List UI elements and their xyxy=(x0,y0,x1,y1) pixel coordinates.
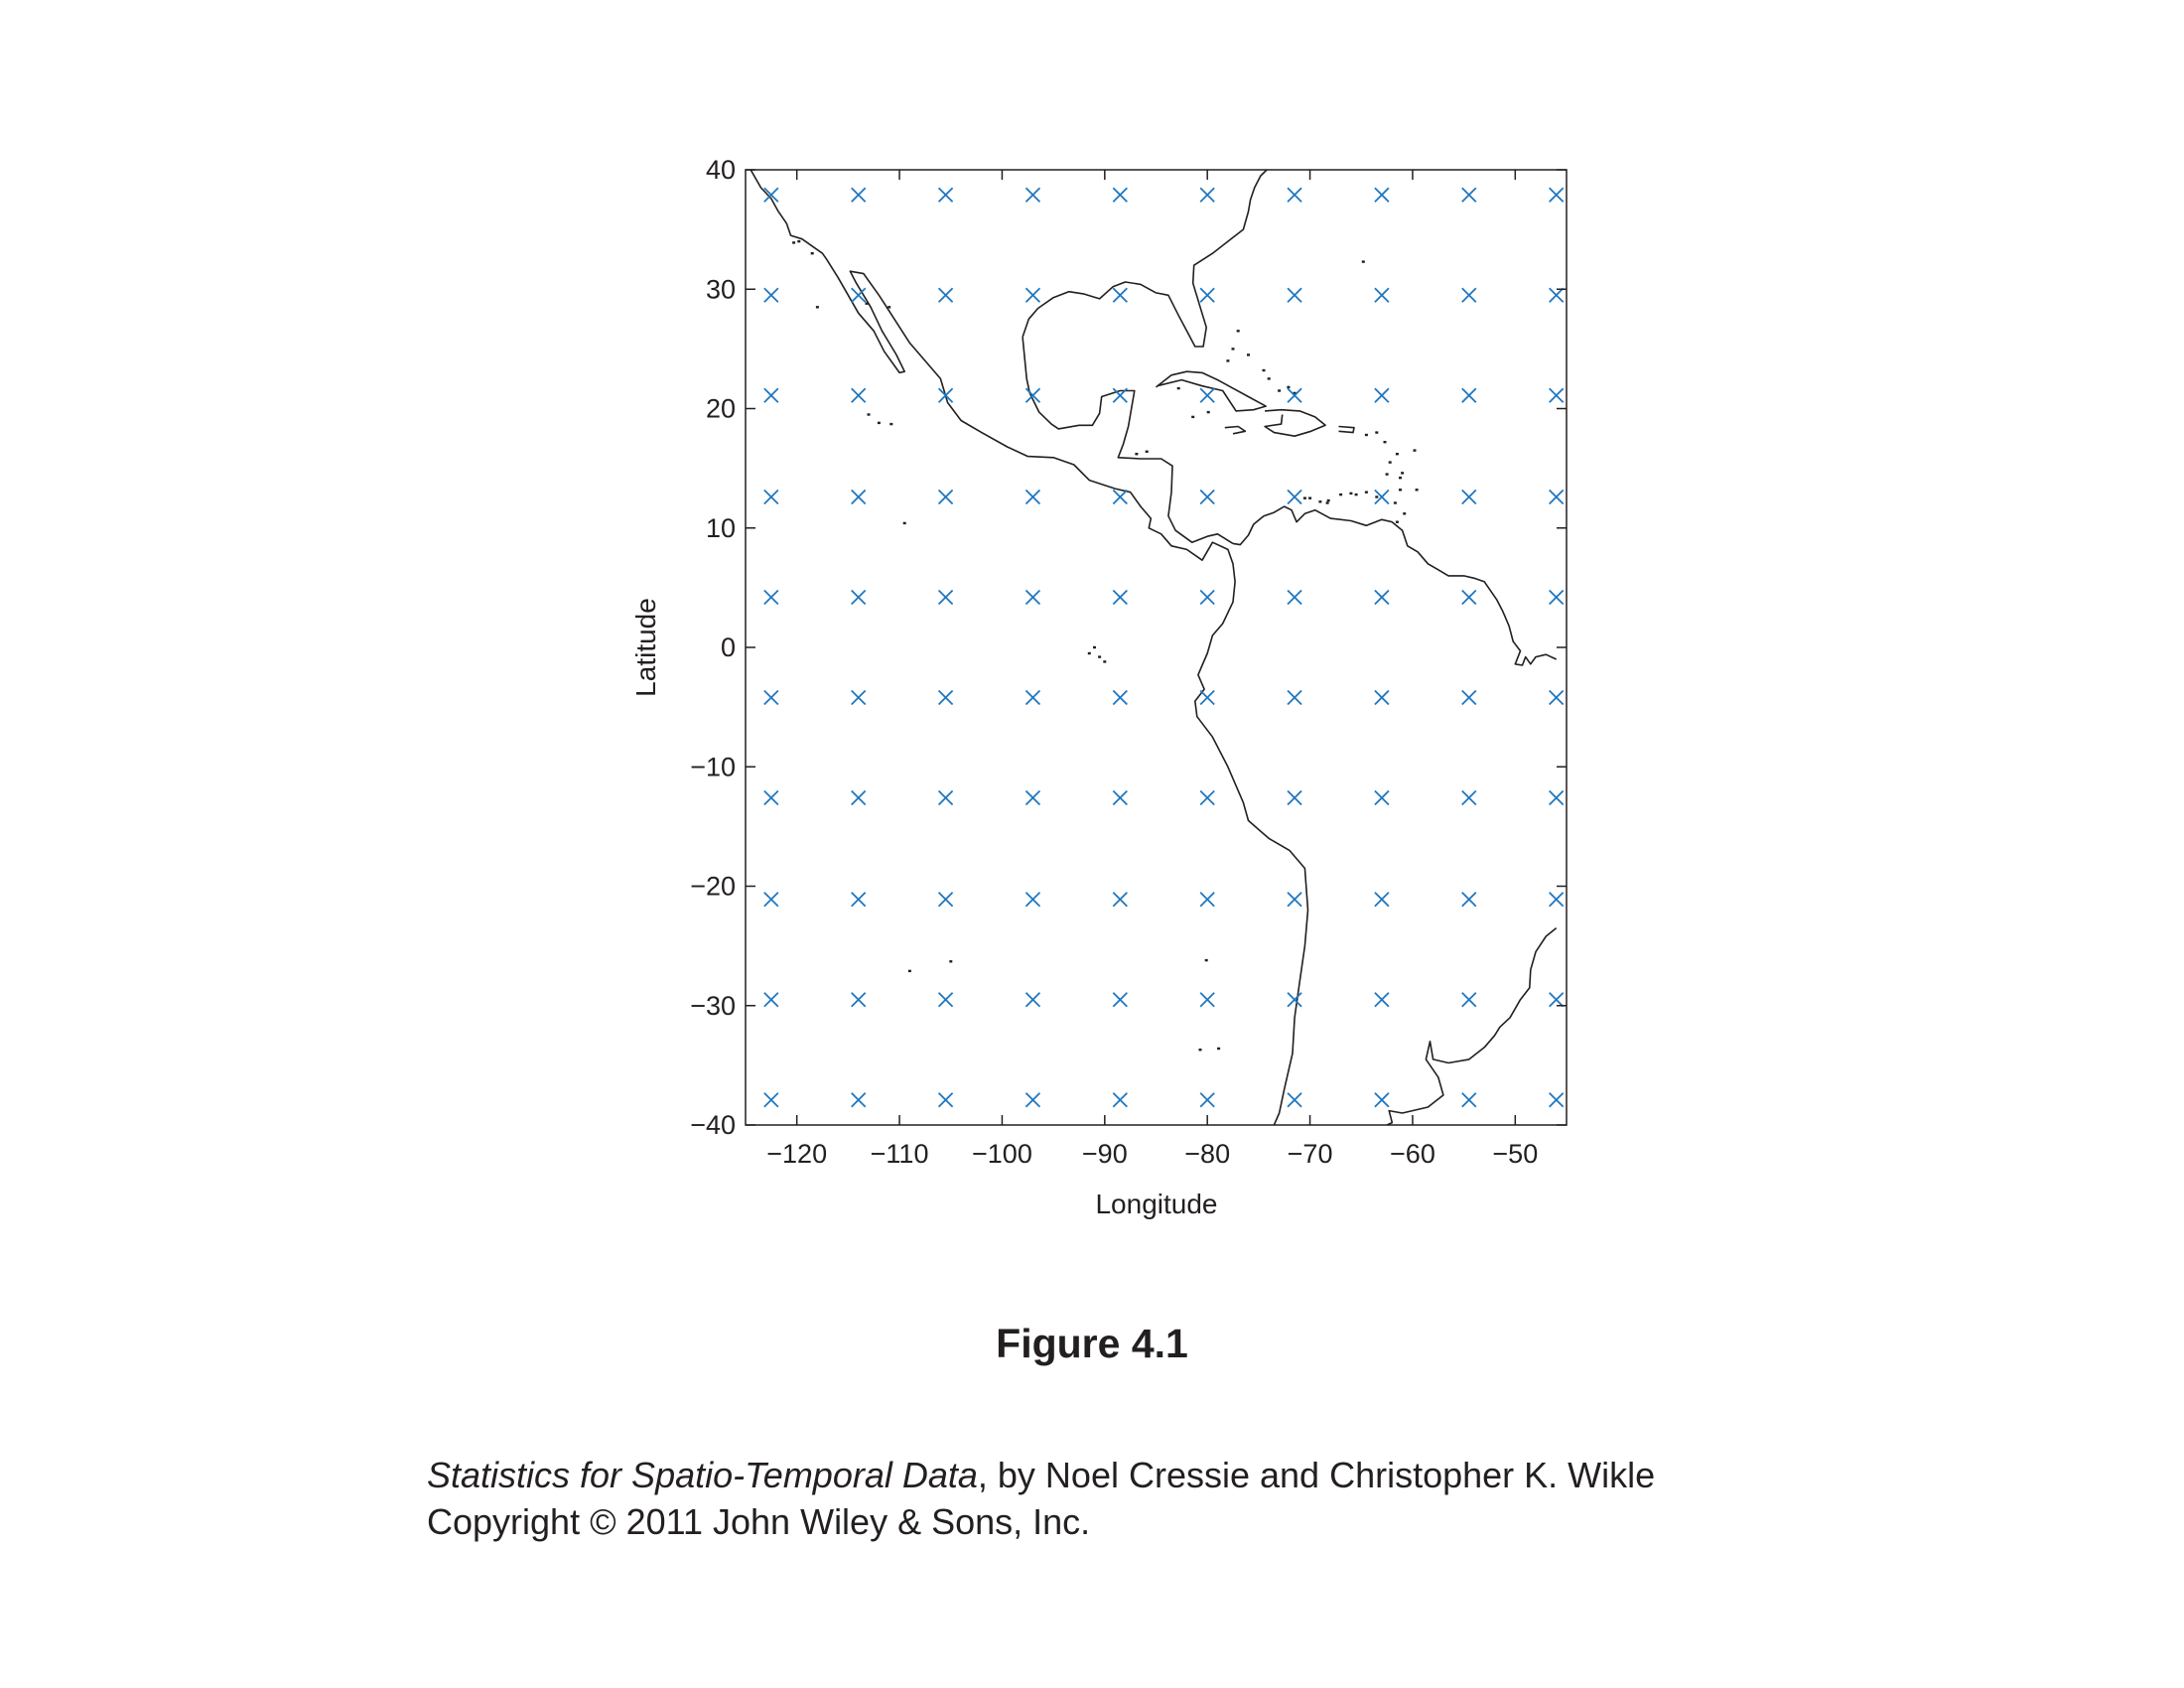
y-tick-label: 0 xyxy=(720,633,736,662)
x-tick-label: −70 xyxy=(1287,1139,1333,1169)
island-40 xyxy=(1355,493,1358,495)
island-52 xyxy=(816,306,819,308)
island-15 xyxy=(1394,501,1397,503)
y-tick-label: −10 xyxy=(690,752,736,782)
island-30 xyxy=(1278,389,1281,391)
island-16 xyxy=(1375,431,1378,433)
island-19 xyxy=(1416,489,1419,491)
island-13 xyxy=(1401,472,1404,474)
island-21 xyxy=(1403,512,1406,514)
island-8 xyxy=(1205,959,1208,961)
x-tick-label: −60 xyxy=(1390,1139,1435,1169)
island-18 xyxy=(1384,441,1387,443)
island-29 xyxy=(1268,377,1271,379)
island-43 xyxy=(1375,495,1378,497)
x-tick-label: −50 xyxy=(1492,1139,1539,1169)
island-31 xyxy=(1287,386,1290,388)
island-41 xyxy=(1365,492,1368,493)
island-37 xyxy=(1135,453,1138,455)
island-49 xyxy=(1389,461,1392,463)
book-title: Statistics for Spatio-Temporal Data xyxy=(427,1455,978,1495)
island-7 xyxy=(889,423,892,425)
island-35 xyxy=(1191,416,1194,418)
island-12 xyxy=(1396,453,1399,455)
island-10 xyxy=(1199,1049,1202,1051)
x-tick-label: −120 xyxy=(766,1139,828,1169)
island-1 xyxy=(1098,655,1101,657)
island-53 xyxy=(811,252,814,254)
island-5 xyxy=(878,422,881,424)
y-tick-label: −20 xyxy=(690,871,736,902)
x-tick-label: −110 xyxy=(870,1139,929,1169)
x-tick-label: −90 xyxy=(1081,1139,1128,1169)
island-27 xyxy=(1226,359,1229,361)
island-28 xyxy=(1237,330,1240,332)
caption-byline: , by Noel Cressie and Christopher K. Wikle xyxy=(977,1455,1656,1495)
island-38 xyxy=(1146,451,1149,453)
island-55 xyxy=(792,241,795,243)
island-34 xyxy=(1303,497,1306,499)
island-6 xyxy=(868,413,871,415)
y-tick-label: 20 xyxy=(705,393,736,424)
y-tick-label: −40 xyxy=(690,1110,736,1140)
island-54 xyxy=(797,240,800,242)
island-42 xyxy=(1349,492,1352,494)
x-tick-label: −80 xyxy=(1184,1139,1231,1169)
caption-citation xyxy=(427,1452,1655,1498)
x-tick-label: −100 xyxy=(972,1139,1032,1169)
figure-label: Figure 4.1 xyxy=(996,1321,1188,1366)
caption-copyright: Copyright © 2011 John Wiley & Sons, Inc. xyxy=(427,1501,1091,1542)
island-26 xyxy=(1232,348,1235,350)
island-3 xyxy=(1103,660,1106,662)
island-45 xyxy=(1327,499,1330,501)
y-tick-label: 10 xyxy=(705,512,736,543)
island-20 xyxy=(1396,521,1399,523)
island-33 xyxy=(1263,369,1266,371)
island-2 xyxy=(1093,646,1096,648)
island-56 xyxy=(908,970,911,972)
island-14 xyxy=(1399,489,1402,491)
island-23 xyxy=(1308,497,1311,499)
island-47 xyxy=(1399,477,1402,479)
island-51 xyxy=(866,303,869,305)
y-axis-title: Latitude xyxy=(630,598,661,697)
island-11 xyxy=(1362,260,1365,262)
island-9 xyxy=(1217,1048,1220,1050)
island-22 xyxy=(1318,500,1321,502)
island-0 xyxy=(1088,652,1091,654)
island-50 xyxy=(887,306,890,308)
island-39 xyxy=(1177,387,1180,389)
y-tick-label: 30 xyxy=(705,274,736,305)
y-tick-label: 40 xyxy=(705,155,736,185)
island-24 xyxy=(1326,501,1329,503)
island-44 xyxy=(1339,493,1342,495)
island-4 xyxy=(903,522,906,524)
island-17 xyxy=(1365,434,1368,436)
island-57 xyxy=(949,960,952,962)
y-tick-label: −30 xyxy=(690,990,736,1021)
x-axis-title: Longitude xyxy=(1095,1189,1218,1219)
plot-background xyxy=(746,170,1567,1125)
island-48 xyxy=(1414,449,1417,451)
island-46 xyxy=(1386,473,1389,475)
island-36 xyxy=(1207,411,1210,413)
caption xyxy=(427,1452,1655,1545)
island-25 xyxy=(1247,353,1250,355)
